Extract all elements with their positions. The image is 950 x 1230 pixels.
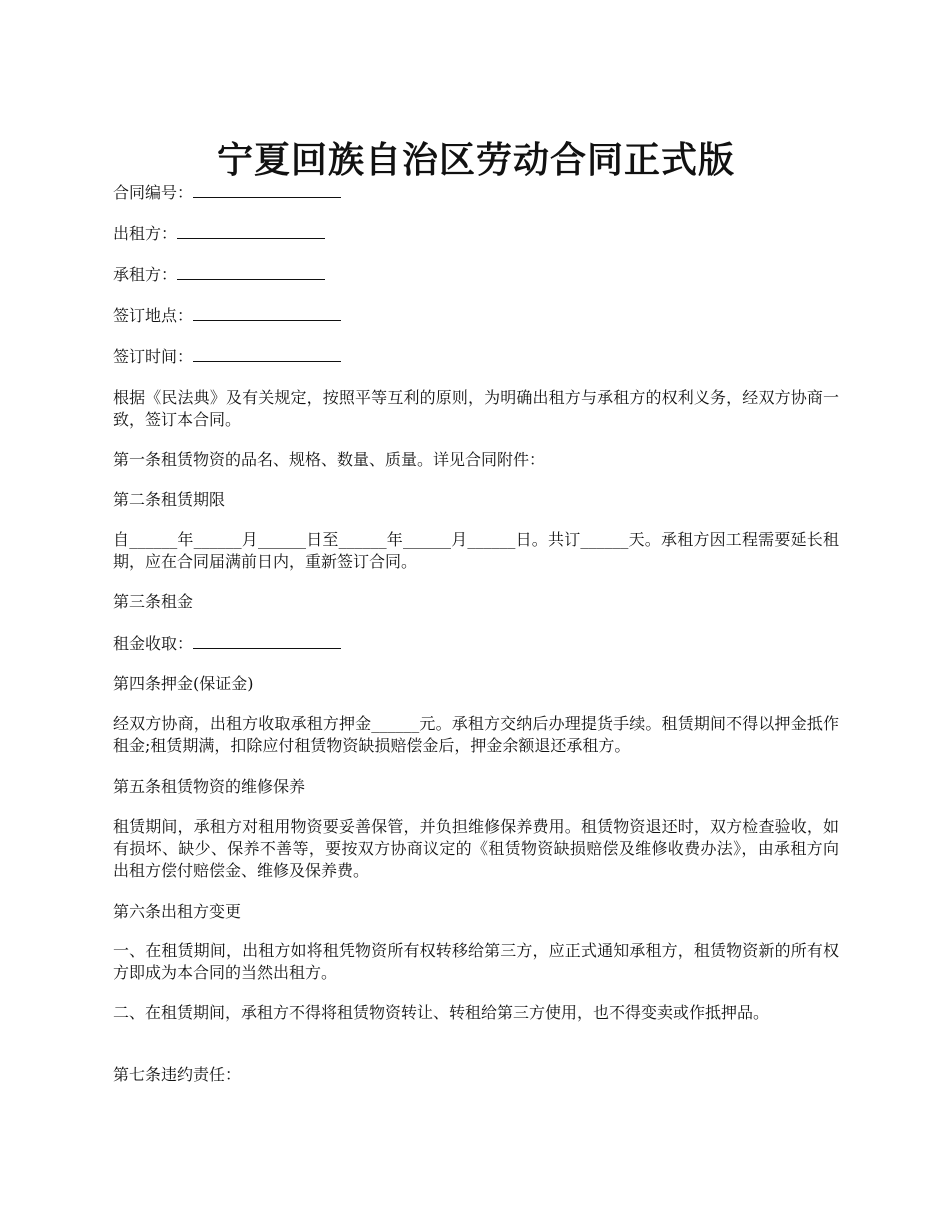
sign-time-label: 签订时间： xyxy=(113,347,194,366)
contract-number-label: 合同编号： xyxy=(113,183,194,202)
sign-place-line xyxy=(113,304,839,327)
rent-label: 租金收取： xyxy=(113,634,194,653)
contract-number-blank[interactable] xyxy=(193,181,341,198)
sign-place-label: 签订地点： xyxy=(113,306,194,325)
article-4-body: 经双方协商，出租方收取承租方押金______元。承租方交纳后办理提货手续。租赁期间不得以押金抵作租金;租赁期满，扣除应付租赁物资缺损赔偿金后，押金余额退还承租方。 xyxy=(113,714,839,755)
article-3-heading: 第三条租金 xyxy=(113,592,194,611)
lessee-label: 承租方： xyxy=(113,265,178,284)
sign-place-blank[interactable] xyxy=(193,304,341,321)
lessor-blank[interactable] xyxy=(177,222,325,239)
article-6-item-1: 一、在租赁期间，出租方如将租凭物资所有权转移给第三方，应正式通知承租方，租赁物资新的所有权方即成为本合同的当然出租方。 xyxy=(113,941,839,982)
article-5-body: 租赁期间，承租方对租用物资要妥善保管，并负担维修保养费用。租赁物资退还时，双方检查验收，如有损坏、缺少、保养不善等，要按双方协商议定的《租赁物资缺损赔偿及维修收费办法》，由承租方向出租方偿付赔偿金、维修及保养费。 xyxy=(113,817,839,880)
article-6-heading: 第六条出租方变更 xyxy=(113,902,242,921)
article-1: 第一条租赁物资的品名、规格、数量、质量。详见合同附件： xyxy=(113,450,546,469)
article-6-item-2: 二、在租赁期间，承租方不得将租赁物资转让、转租给第三方使用，也不得变卖或作抵押品。 xyxy=(113,1003,770,1022)
article-4-heading: 第四条押金(保证金) xyxy=(113,674,254,693)
lessee-line xyxy=(113,263,839,286)
intro-paragraph: 根据《民法典》及有关规定，按照平等互利的原则，为明确出租方与承租方的权利义务，经双方协商一致，签订本合同。 xyxy=(113,388,839,429)
sign-time-blank[interactable] xyxy=(193,345,341,362)
lessor-line xyxy=(113,222,839,245)
article-2-body: 自______年______月______日至______年______月______日。共订______天。承租方因工程需要延长租期，应在合同届满前日内，重新签订合同。 xyxy=(113,530,839,571)
contract-number-line xyxy=(113,181,839,204)
article-2-heading: 第二条租赁期限 xyxy=(113,490,226,509)
rent-blank[interactable] xyxy=(193,632,341,649)
lessee-blank[interactable] xyxy=(177,263,325,280)
lessor-label: 出租方： xyxy=(113,224,178,243)
article-5-heading: 第五条租赁物资的维修保养 xyxy=(113,777,306,796)
article-7-heading: 第七条违约责任： xyxy=(113,1065,242,1084)
sign-time-line xyxy=(113,345,839,368)
rent-line xyxy=(113,632,839,655)
document-title: 宁夏回族自治区劳动合同正式版 xyxy=(216,139,735,182)
